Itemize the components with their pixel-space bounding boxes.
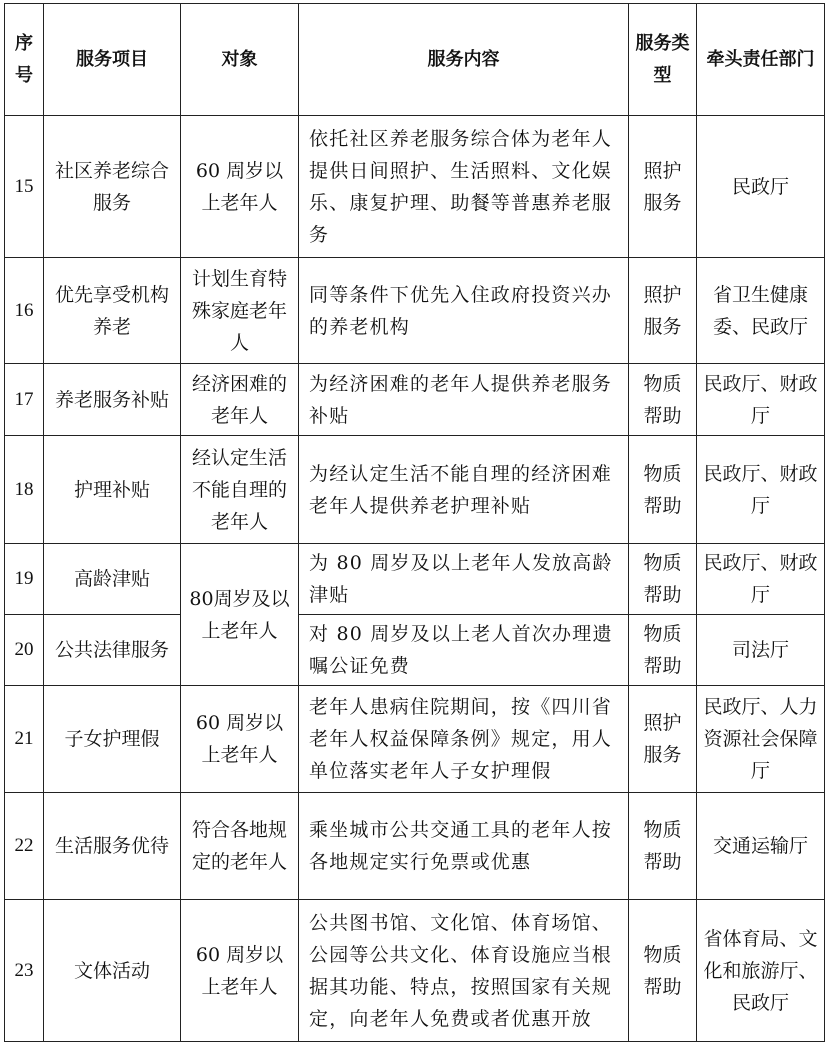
row-seq: 16 [5,258,44,364]
header-item: 服务项目 [44,4,181,116]
row-type: 物质帮助 [629,900,697,1042]
row-content: 对 80 周岁及以上老人首次办理遗嘱公证免费 [299,615,629,686]
row-seq: 21 [5,686,44,793]
row-dept: 民政厅、财政厅 [697,364,825,436]
row-seq: 20 [5,615,44,686]
row-type: 物质帮助 [629,544,697,615]
row-type: 照护服务 [629,258,697,364]
row-item: 养老服务补贴 [44,364,181,436]
row-type: 照护服务 [629,686,697,793]
row-item: 社区养老综合服务 [44,116,181,258]
row-seq: 18 [5,436,44,544]
row-target: 60 周岁以上老年人 [181,116,299,258]
row-content: 依托社区养老服务综合体为老年人提供日间照护、生活照料、文化娱乐、康复护理、助餐等普惠养老服务 [299,116,629,258]
row-type: 物质帮助 [629,436,697,544]
row-item: 子女护理假 [44,686,181,793]
header-seq: 序号 [5,4,44,116]
row-dept: 省卫生健康委、民政厅 [697,258,825,364]
row-type: 物质帮助 [629,364,697,436]
row-target: 60 周岁以上老年人 [181,900,299,1042]
row-target: 计划生育特殊家庭老年人 [181,258,299,364]
row-type: 物质帮助 [629,793,697,900]
row-dept: 民政厅、人力资源社会保障厅 [697,686,825,793]
row-content: 为经认定生活不能自理的经济困难老年人提供养老护理补贴 [299,436,629,544]
row-dept: 民政厅 [697,116,825,258]
row-type: 照护服务 [629,116,697,258]
row-dept: 省体育局、文化和旅游厅、民政厅 [697,900,825,1042]
table-row [5,900,825,1042]
row-item: 公共法律服务 [44,615,181,686]
table-row [5,116,825,258]
row-type: 物质帮助 [629,615,697,686]
table-row [5,436,825,544]
header-target: 对象 [181,4,299,116]
table-row [5,615,825,686]
row-dept: 司法厅 [697,615,825,686]
row-content: 为经济困难的老年人提供养老服务补贴 [299,364,629,436]
row-content: 为 80 周岁及以上老年人发放高龄津贴 [299,544,629,615]
header-type: 服务类型 [629,4,697,116]
header-content: 服务内容 [299,4,629,116]
row-target: 符合各地规定的老年人 [181,793,299,900]
row-target: 80周岁及以上老年人 [181,544,299,686]
row-item: 护理补贴 [44,436,181,544]
row-item: 优先享受机构养老 [44,258,181,364]
row-dept: 民政厅、财政厅 [697,436,825,544]
table-row [5,364,825,436]
row-item: 生活服务优待 [44,793,181,900]
row-seq: 17 [5,364,44,436]
header-dept: 牵头责任部门 [697,4,825,116]
table-row [5,544,825,615]
service-table [4,3,825,1042]
row-seq: 15 [5,116,44,258]
row-seq: 22 [5,793,44,900]
row-content: 公共图书馆、文化馆、体育场馆、公园等公共文化、体育设施应当根据其功能、特点，按照国家有关规定，向老年人免费或者优惠开放 [299,900,629,1042]
row-seq: 19 [5,544,44,615]
row-content: 乘坐城市公共交通工具的老年人按各地规定实行免票或优惠 [299,793,629,900]
row-item: 文体活动 [44,900,181,1042]
table-row [5,686,825,793]
row-content: 同等条件下优先入住政府投资兴办的养老机构 [299,258,629,364]
table-row [5,258,825,364]
row-item: 高龄津贴 [44,544,181,615]
row-target: 经济困难的老年人 [181,364,299,436]
header-row [5,4,825,116]
row-dept: 民政厅、财政厅 [697,544,825,615]
row-dept: 交通运输厅 [697,793,825,900]
row-seq: 23 [5,900,44,1042]
table-row [5,793,825,900]
row-target: 60 周岁以上老年人 [181,686,299,793]
row-target: 经认定生活不能自理的老年人 [181,436,299,544]
row-content: 老年人患病住院期间，按《四川省老年人权益保障条例》规定，用人单位落实老年人子女护理假 [299,686,629,793]
